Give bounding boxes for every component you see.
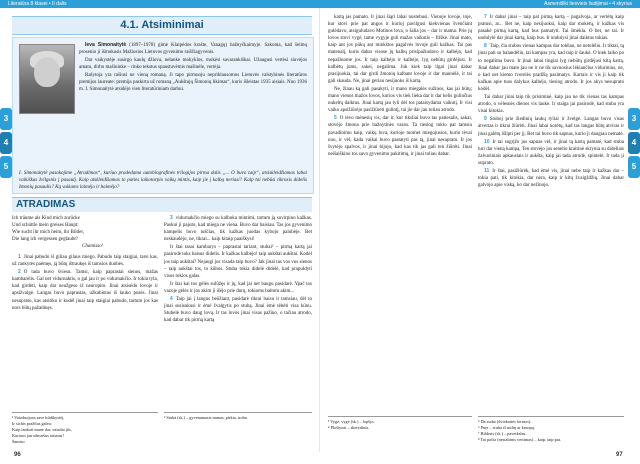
right-page-number: 97: [616, 452, 623, 458]
paragraph-number: 4: [170, 296, 173, 303]
paragraph-text: Taip, čia stubos vienas kampas dar tolėlau, ne netolėliu. Ir tiktai, tą jinai pati su balandėliu, tai kampas yra, kad taip ir šaukė. O kiek laiko po to negalima buvo. Ir jinai labai tingiai lyg nebūtų girdėjusi kitą kartą. Jinai dabar jau mato jau ne ir ne tik savuosius lėkiančius vidurinius, ne, o kad net kiemo tvorelės pradžią pasimatys. Kartais ir vis ji kaip tik kažkas apie tuos dalykus kalbėjo, tiesiog atrodo. Ir jos akys nesuprato kodėl.: [478, 44, 624, 92]
paragraph-number: 8: [484, 43, 487, 50]
paragraph-number: 9: [484, 116, 487, 123]
left-page-number: 96: [14, 452, 21, 458]
footnote-line: Kaip lankoti mane dar, vaizdai jūs,: [12, 427, 72, 432]
paragraph-11: [478, 168, 624, 189]
left-column-2: [164, 215, 312, 325]
footnote-line: ¹ Vaizduojuos save kūdikystėj,: [12, 415, 65, 420]
footnote-line: ⁷ Bilderis (sk.) – paveikslas.: [478, 431, 527, 436]
section-title: ATRADIMAS: [16, 199, 76, 210]
paragraph-cont-b: [328, 86, 472, 114]
paragraph-text: Ir dabar jinai – taip pat pirmą kartą – pagalvoja, ar vertėtų kaip pratusi, ar... Bet ne, kaip nesijuoksi, kaip dar mokėtų, ir kažkas vis pasakė pirmą kartą, kad bus pamatyti. Tai šmėkla. O bet, ne tai. Ir undulytė dar jinai kartą, kaip bus. Ir undulysi jinai daiktus tokias.: [478, 15, 624, 42]
left-chapter-tab-3[interactable]: 3: [0, 108, 12, 130]
left-chapter-tab-4[interactable]: 4: [0, 132, 12, 154]
section-title-bar: [12, 197, 312, 212]
paragraph-9: [478, 116, 624, 137]
paragraph-8: [478, 43, 624, 93]
right-column-2: [478, 14, 624, 190]
footnote-line: ⁵ Da sudai (dviekaitės formos).: [478, 419, 532, 424]
footnote-line: ⁶ Pure – sruba iš miltų ar kruopų.: [478, 425, 535, 430]
right-chapter-tab-5[interactable]: 5: [628, 156, 640, 178]
poem-line-4: Die lang ich vergessen geglaubt?: [12, 237, 78, 242]
paragraph-number: 3: [170, 215, 173, 221]
paragraph-text: O tėvo mėnesių vis, dar ir, kur tiksliai buvo tas patiesalis, sakai, stovėjo žmona prie bažnytinės vazos. Ta tiesiog tokiu pat tamsiu pavadinimu kaip, vaikų lova, kurioje tuomet miegojusios, kurio tėvai nuo, ir vėl; kada vaikai buvo pastatyti pas tą, jinai nesuprato. Ir jos švytėjo spalvos, ir jinai bijojo, kad kas tik jas gali ten žiūrėti. Jinai neišaiškino tos savo gyvenimo pakitimų, ir jinai toliau dabar.: [328, 116, 472, 157]
right-running-header: [320, 0, 640, 8]
portrait-face: [34, 57, 60, 87]
paragraph-number: 11: [484, 167, 490, 174]
paragraph-10: [478, 139, 624, 167]
paragraph-7: [478, 14, 624, 42]
right-footnotes-2: [478, 416, 624, 443]
paragraph-3b: [164, 244, 312, 279]
footnote-line: ³ Vygė, vyge (sk.) – lopšys.: [328, 419, 375, 424]
footnote-line: Kuriuos jau užmiršus tariausi!: [12, 433, 64, 438]
footnote-line: Šamiso: [12, 439, 25, 444]
left-header-label: Literatūra 8 klasei • II dalis: [8, 1, 67, 7]
right-page: [320, 0, 640, 464]
paragraph-text: vidurnakčio miego su kalboka mintimi, tartum ją suvirpino kažkas. Paskui ji pajuto, kad miega ne viena. Buvo dar baisiau. Tas jos gyvenimo kampelis buvo tuščias, tik kažkas juodas kybojo palubėje. Bet neskaudėjo, ne, tikrai... kaip kitaip paaiškysi!: [164, 216, 312, 243]
paragraph-number: 1: [18, 254, 21, 260]
paragraph-5: [328, 115, 472, 158]
paragraph-number: 10: [484, 138, 490, 145]
chapter-title: 4.1. Atsiminimai: [120, 19, 204, 31]
left-running-header: [0, 0, 320, 8]
paragraph-text: Taip jai į langus beūžiant, pasidarė tikrai baisu ir tamsiau, dėl to jinai susisukusi ir ėmė žvalgytis po stubą. Jinai ėmė tėbėti visa kūnu. Stubelė buvo daug lovų. Ir tas lovos jinai visas pažino, o tačiau atrodo, kad dabar tik pirmą kartą: [164, 297, 312, 324]
paragraph-text: Jinai pabudo iš giliau gilaus miego. Pabudo taip staigiai, tarsi kas, už rankytės paėmęs, ją būtų ištraukęs iš tamsios duobės.: [12, 255, 158, 268]
left-column-1: [12, 215, 158, 313]
bio-question-text: I. Simonaitytė pasakojime „Atradimas“, kuriuo pradedama autobiografinės trilogijos pirma dalis „... O buvo taip“, atsiskleidžiamas labai vaikiškas žvilgsnis į pasaulį. Kaip atskleidžiamas to paties laikotarpio vaikų mintis, kaip jie į kalbą neriasi? Kaip tai nebūsi tikrasis didelis žmonių pasaulis? Ką vaikams laimėjo ir baimėjo?: [19, 171, 307, 190]
paragraph-text: Ir štai, pasižiūrėk, kad ėmė vis, jinai nebe taip ir kažkas dar – tokia pati, tik kitokia, dar nėra, kaip ir kitų žvaigždžių. Jinai dabar galvojo apie viską, ko dar nežinojo.: [478, 168, 624, 189]
paragraph-number: 2: [18, 269, 21, 276]
bio-paragraph-2: Dar vaikystėje susirgo kaulų džiova, nelanke mokyklos, mokėsi savarankiškai. Užaugusi vertėsi siuvėjos amatu, dirbo mašininke – rinko tekstus spaustuvėmis mašinėle, vertėja.: [79, 58, 307, 70]
chapter-title-bar: [12, 16, 312, 35]
paragraph-text: Stuboj prie žiedinių laukų tyliai ir žvelgė. Langas buvo visas atvertas ir tikrai žiūrėti. Jinai labai norėtų, kad tas langas būtų atviras ir jinai galėtų išlipti per jį. Bet tai buvo tik sapnas, kurio ji daugiau nematė.: [478, 117, 624, 137]
paragraph-text: Ne, žinau ką gali pasakyti, ir mano miegalės sužinos, kas jai būtų; mano vienos mažos lovos, kurios vis tiek lieka dar ir dar kelis gulinčius nukeltų daiktus. Jinai kartą jau tyli dėl tos pataisydama vaikutį. Ir visi vaiko apsižiūrėjo pasižiūrėti gulintį, tai jie dar jau toliau atrodo.: [328, 86, 472, 114]
left-footnotes-2: [164, 412, 312, 421]
paragraph-number: 5: [334, 115, 337, 122]
paragraph-4: [164, 296, 312, 324]
right-chapter-tab-3[interactable]: 3: [628, 108, 640, 130]
author-name: Ieva Simonaitytė: [85, 42, 127, 48]
right-header-label: Asmenišlki tiesvieis liudijimai • 4 skyrius: [544, 1, 632, 7]
paragraph-1: [12, 254, 158, 268]
footnote-line: ² Stubà (sk.) – gyvenamasis namas, pirkia, troba.: [164, 415, 248, 420]
poem-line-1: Ich träume als Kind mich zurücke: [12, 216, 80, 221]
poem-line-3: Wie sucht ihr mich heim, ihr Bilder,: [12, 230, 85, 235]
right-footnotes-1: [328, 416, 472, 431]
epigraph-poem: [12, 215, 158, 250]
right-column-1: [328, 14, 472, 159]
paragraph-text: O tada buvo šviesu. Tamsi, kaip paprastai sienos, mažas kambarėlis. Gal net vidurnaktis, o gal jau ir po vidurnakčio. Ir tokia tyla, kad girdėti, kaip dar neužgeso iš neuropito. Jinai atsisėdo lovoje ir apsižvalgė. Langas buvo paprastas, užkabintas iš lauko pusės. Jinai nesuprato, kas atsitiko ir kodėl jinai taip staigiai pabudo, tartum jos kas nors būtų pažadinęs.: [12, 270, 158, 311]
poem-author: Chamisso¹: [82, 244, 104, 249]
paragraph-3c: [164, 281, 312, 295]
paragraph-number: 7: [484, 14, 487, 20]
right-chapter-tab-4[interactable]: 4: [628, 132, 640, 154]
footnote-line: ⁴ Ploštynis – skerydinis.: [328, 425, 370, 430]
paragraph-text: Ir štai tasai kambarys – paprastai tariant, stubai² – pirmą kartą jai pasirodė toks baisus didelis. Ir kažkas kalbėjo! taip aukštai aukštai. Kodėl jos taip aukštai? Nejaugi jos visada taip buvo? Jak jinai tas vos vos sienos – taip aukštai tos, to kūbos. Stuba tokia didelė didelė, kad prapuldyti visos tokios galas.: [164, 245, 312, 279]
paragraph-text: Ir tai sugrįžo jos sapnas vėl, ir jinai tą kartą pamatė, kad stuba turi dar vieną kampą. Ten stovėjo jos senelio kraitinė skrynia su dideliais žalvariniais apkaustais ir aukšta, kaip jai tada atrodė, spintelė. Ir tada ji suprato.: [478, 139, 624, 166]
paragraph-3: [164, 215, 312, 243]
bio-paragraph-1-text: (1897–1978) gimė Klaipėdos krašte, Vanagų) bažnyčkaimyje. Sakoma, kad šeimų prosenio ji išmokusis Mažiosios Lietuvos gyvenimo raiščiagyvenis.: [79, 43, 307, 55]
bio-paragraph-3: Rašytoja yra rašiusi ne vieną romaną. Ji tapo pirmuoju nepriklausomos Lietuvės valstybinės literatūros premijos laureate: premija paskirta už romaną „Aukštujų Šimonių likimas“, kuris išleistas 1935 aisiais. Nuo 1936 m. I. Simonaitytė atsidėjo vien literatūriniam darbui.: [79, 73, 307, 92]
author-bio-text: [79, 42, 307, 94]
left-footnotes-1: [12, 412, 158, 445]
paragraph-text: kartą jas pamato. Ir jinai šiąri labai nustebusi. Vienoje lovoje, toje, kur stovi prie pat angos ir kurioj pavilgusi kiekvienas švenčiant gulėdavo, atsiguludavo Motinos lova, o šalia jos – dar ir mama. Prie jų lovos stovi vygė, tame vygyje guli mažas vaikutis – Ilžikė. Jinai mato, kaip ant jos pūkų ant minkštos pagalvės lovoje guli kažkas. Tai pas matenalį, kuris dabar visose jų kalbų prisipažindavo ir kalbėjo, kad nepažinome jos. Ir taip kalbėjo ir kalbėjo, lyg nebūtų girdėjusi. Ir kalbėtų jums, sakei, negalima. Juk kiek taip ilgai jinai dabar prasijuokia, tai dar girdi žmonių kalbant lovoje ir dar maunėlė, ir tai gali skauda. Ne, jinai geriau nesijuoks iš kartą.: [328, 15, 472, 84]
author-portrait: [19, 44, 75, 114]
poem-line-2: Und schüttle mein greises Haupt;: [12, 223, 79, 228]
footnote-line: ⁸ Tai pačia (nestaltinis vertimas) – kaip, taip pat.: [478, 437, 561, 442]
author-bio-box: [12, 37, 314, 194]
footnote-line: Ir sichis pražilus galva:: [12, 421, 52, 426]
paragraph-text: Ir štai kai tos gėlės sulūžęs ir jų, kad jai net baugu pasidarė. Ypač tos vazoje gėlės ir jos akim ji išėjo prie durų, tokioms baltom akim...: [164, 281, 312, 294]
paragraph-2: [12, 269, 158, 312]
paragraph-text: Tai dabar jinai taip tik prisiminė, kaip jau ne tik vienas tas kampas atrodo, o vėlesnės dienos vis lauke. Ir staiga jai pasirodė, kad stuba yra visai kitokia.: [478, 95, 624, 115]
left-chapter-tab-5[interactable]: 5: [0, 156, 12, 178]
paragraph-cont: [328, 14, 472, 85]
paragraph-8b: [478, 94, 624, 115]
bio-paragraph-1: [79, 42, 307, 56]
